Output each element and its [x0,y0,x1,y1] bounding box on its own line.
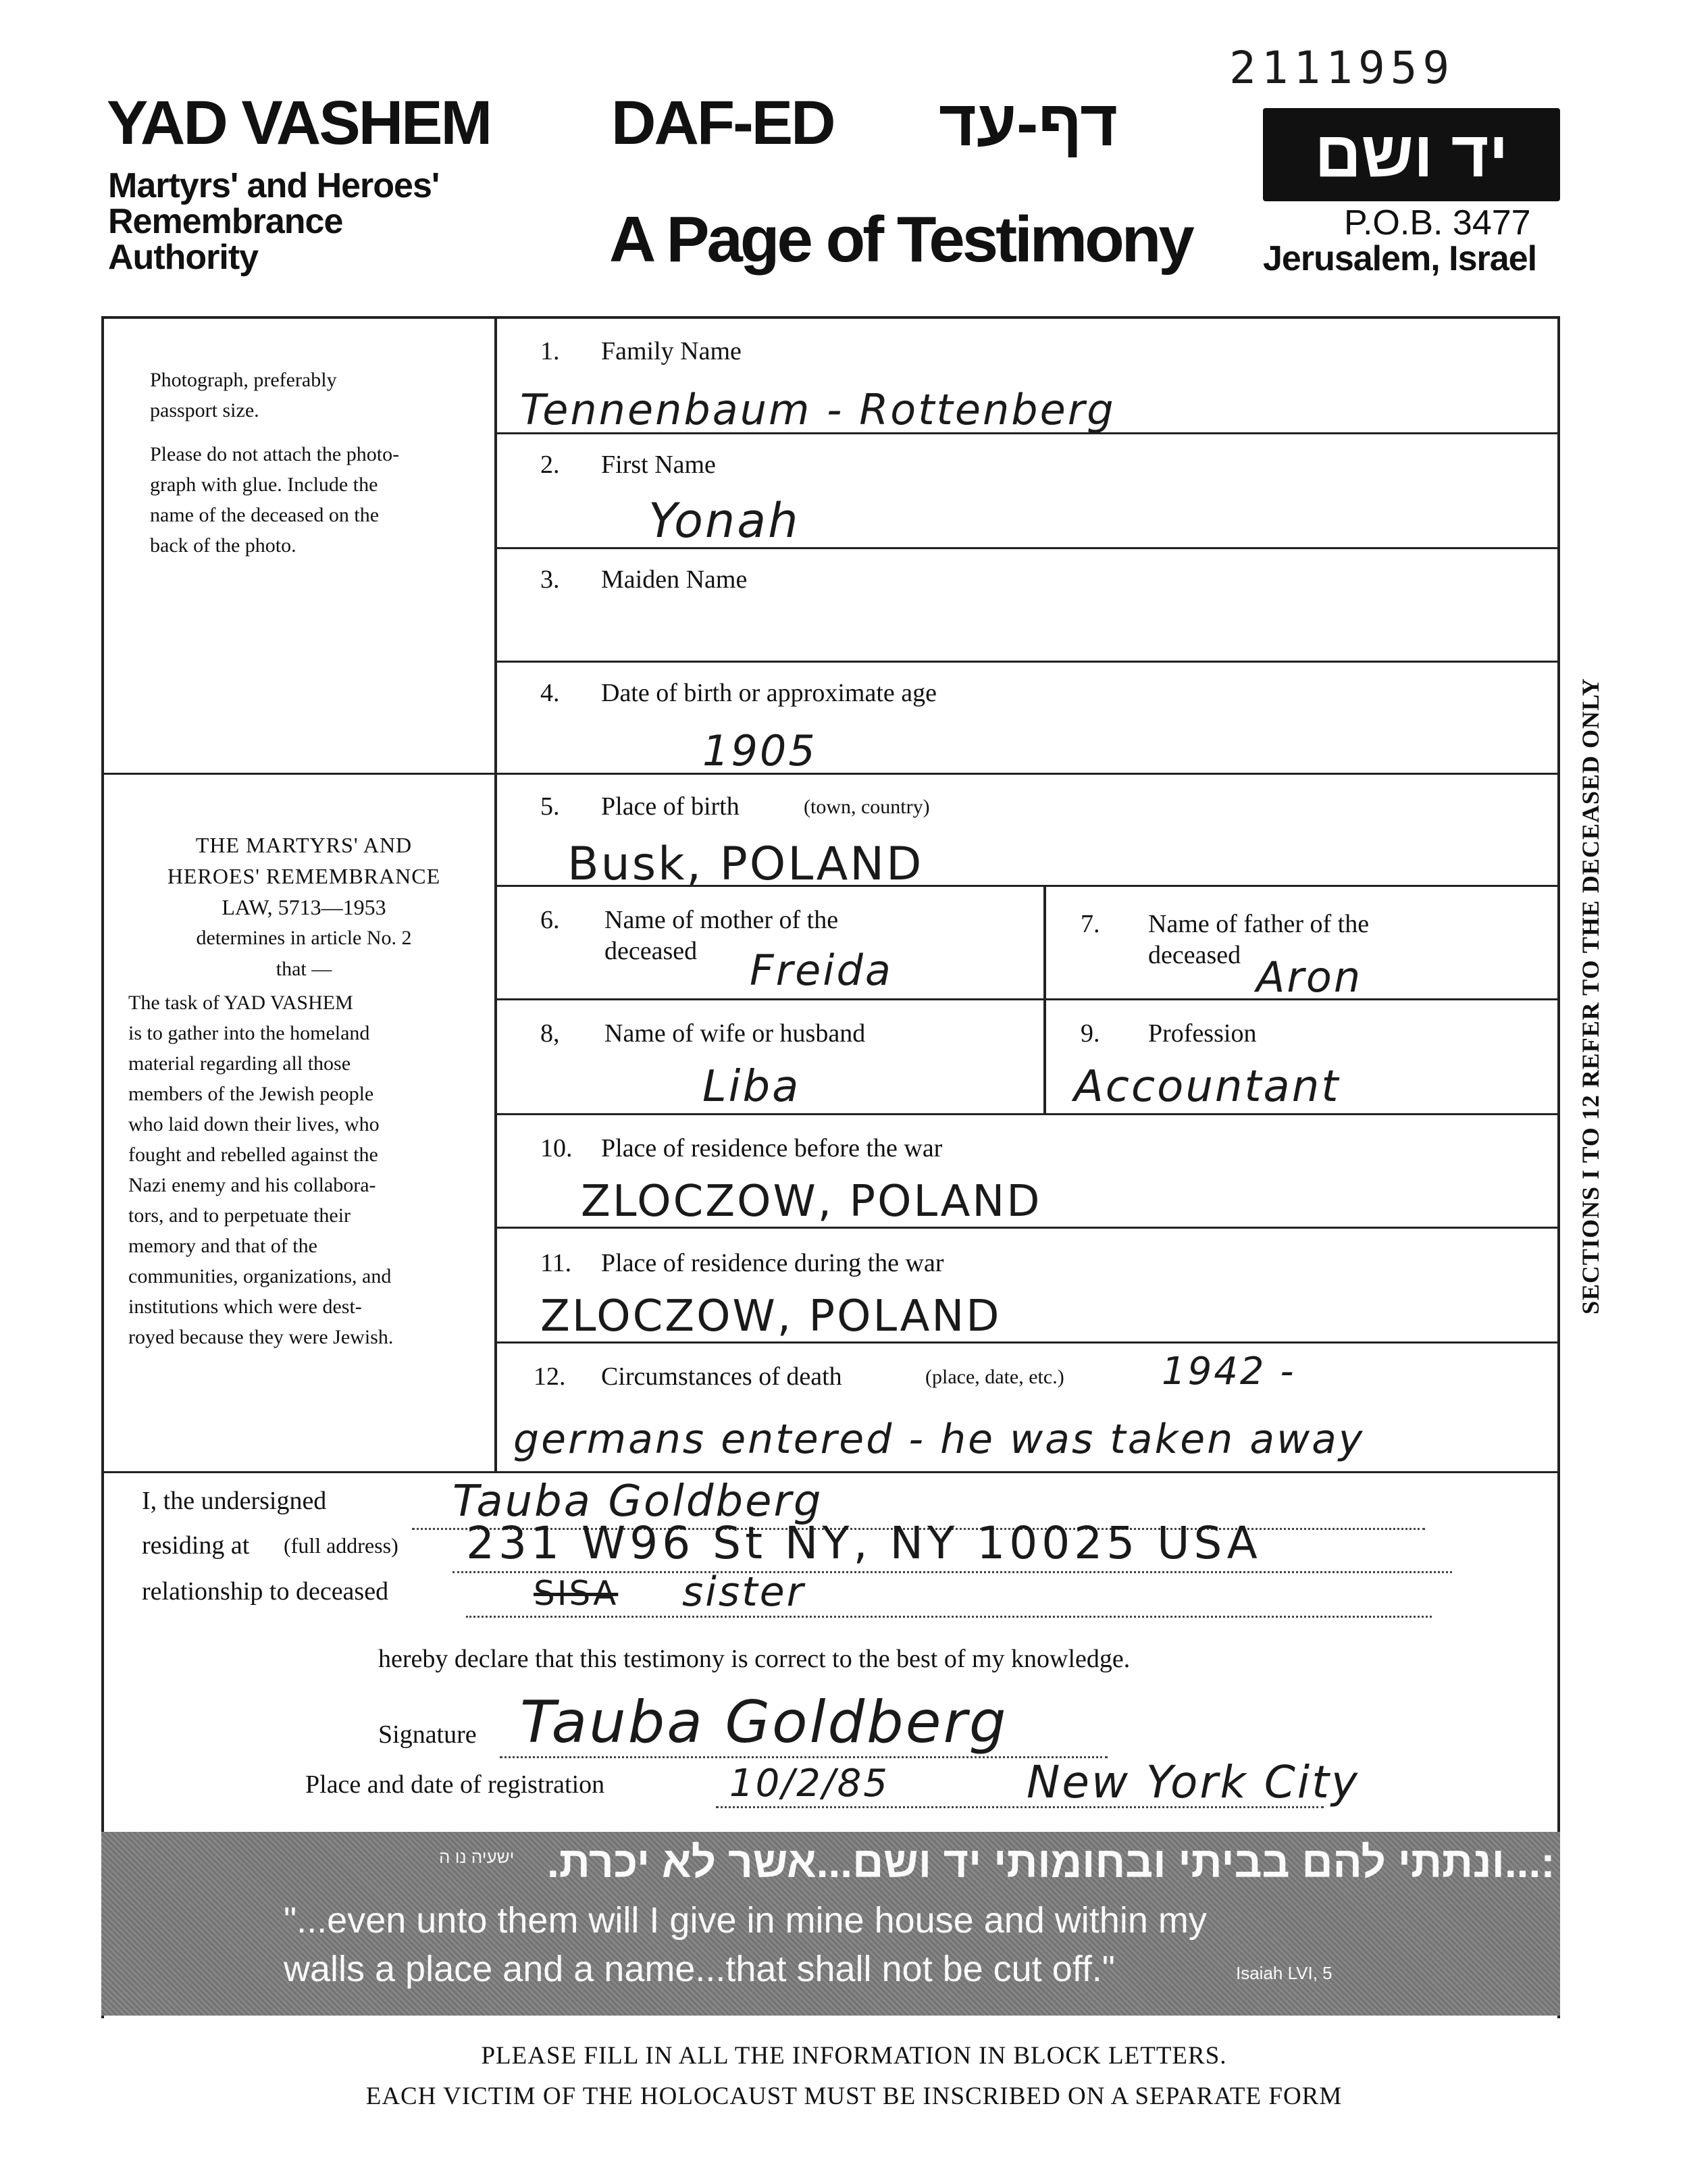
relationship-label: relationship to deceased [142,1577,389,1606]
field-9-number: 9. [1081,1019,1100,1048]
row-separator [494,998,1559,1000]
law-line: determines in article No. 2 [196,927,412,949]
field-12-year[interactable]: 1942 - [1162,1350,1296,1393]
field-7-label-line2: deceased [1148,941,1241,969]
field-2-value[interactable]: Yonah [648,493,800,548]
field-2-number: 2. [540,451,560,479]
signature-line [500,1756,1108,1758]
registration-date[interactable]: 10/2/85 [729,1762,889,1806]
row-divider-6-7 [1043,885,1046,1115]
law-body: tors, and to perpetuate their [128,1204,351,1227]
address-label: residing at [142,1531,250,1560]
photo-box-bottom [101,773,496,775]
city: Jerusalem, Israel [1263,239,1537,278]
field-7-label-line1: Name of father of the [1148,910,1370,938]
law-body: members of the Jewish people [128,1083,374,1105]
photo-instruction: graph with glue. Include the [150,474,378,496]
org-subtitle-2: Remembrance [108,202,343,241]
banner-english-source: Isaiah LVI, 5 [1236,1963,1332,1983]
law-heading: THE MARTYRS' AND [195,833,413,857]
field-11-value[interactable]: ZLOCZOW, POLAND [540,1291,1002,1341]
document-number: 2111959 [1229,42,1455,94]
field-6-value[interactable]: Freida [750,946,893,995]
field-8-value[interactable]: Liba [702,1062,801,1112]
signature-label: Signature [378,1720,477,1749]
law-body: royed because they were Jewish. [128,1326,394,1348]
address-line [452,1571,1452,1573]
banner-english-line1: "...even unto them will I give in mine house and within my [284,1900,1207,1941]
field-5-number: 5. [540,792,560,821]
quote-banner [101,1832,1560,2016]
field-6-label-line2: deceased [604,937,698,965]
law-body: The task of YAD VASHEM [128,992,353,1014]
org-name: YAD VASHEM [107,88,491,157]
photo-box-line2: passport size. [150,399,259,421]
field-10-label: Place of residence before the war [601,1134,943,1162]
field-10-value[interactable]: ZLOCZOW, POLAND [581,1177,1042,1227]
photo-instruction: Please do not attach the photo- [150,443,400,465]
field-1-number: 1. [540,337,560,365]
frame-right-line [1557,316,1560,2018]
address-hint: (full address) [284,1533,398,1558]
law-box [128,829,480,1352]
relationship-value[interactable]: sister [682,1568,806,1616]
photo-instruction: name of the deceased on the [150,504,380,526]
form-title-he: דף-עד [939,87,1118,159]
row-separator [494,773,1559,775]
law-heading: LAW, 5713—1953 [222,895,386,919]
law-body: Nazi enemy and his collabora- [128,1174,376,1196]
frame-left-line [101,316,104,2018]
field-4-value[interactable]: 1905 [702,726,817,775]
banner-hebrew-source: ישעיה נו ה [439,1847,515,1867]
field-8-label: Name of wife or husband [604,1019,866,1048]
relationship-struck: SISA [534,1574,619,1613]
banner-english-line2: walls a place and a name...that shall not be cut off." [284,1949,1115,1989]
field-12-label: Circumstances of death [601,1362,842,1391]
sections-side-note-text: SECTIONS I TO 12 REFER TO THE DECEASED ONLY [1577,677,1604,1314]
field-5-hint: (town, country) [804,796,930,818]
field-7-number: 7. [1081,910,1100,938]
frame-top-line [101,316,1560,319]
form-title-en: DAF-ED [611,88,834,157]
undersigned-label: I, the undersigned [142,1487,327,1515]
frame-divider [494,316,497,1473]
row-separator [494,661,1559,663]
field-5-label: Place of birth [601,792,740,821]
registration-place[interactable]: New York City [1027,1756,1360,1808]
declaration-text: hereby declare that this testimony is correct to the best of my knowledge. [378,1645,1131,1673]
undersigned-value[interactable]: Tauba Goldberg [452,1477,823,1527]
field-7-value[interactable]: Aron [1256,952,1363,1002]
field-8-number: 8, [540,1019,560,1048]
law-body: fought and rebelled against the [128,1144,378,1166]
row-separator [494,1341,1559,1344]
law-body: is to gather into the homeland [128,1022,370,1044]
relationship-line [466,1616,1432,1618]
field-4-number: 4. [540,679,560,707]
field-9-label: Profession [1148,1019,1257,1048]
field-11-number: 11. [540,1249,572,1277]
org-subtitle-1: Martyrs' and Heroes' [108,166,440,205]
field-12-value[interactable]: germans entered - he was taken away [513,1416,1365,1463]
law-body: institutions which were dest- [128,1296,362,1318]
footer-line-2: EACH VICTIM OF THE HOLOCAUST MUST BE INSCRIBED ON A SEPARATE FORM [365,2082,1343,2110]
form-subtitle: A Page of Testimony [609,203,1192,276]
field-6-label-line1: Name of mother of the [604,906,839,934]
yad-vashem-logo [1263,108,1560,201]
declarant-top-line [101,1471,1560,1473]
logo-text: יד ושם [1314,118,1509,190]
field-6-number: 6. [540,906,560,934]
row-separator [494,1227,1559,1229]
field-1-label: Family Name [601,337,742,365]
field-5-value[interactable]: Busk, POLAND [567,838,924,891]
field-1-value[interactable]: Tennenbaum - Rottenberg [520,385,1116,434]
field-4-label: Date of birth or approximate age [601,679,937,707]
signature-value[interactable]: Tauba Goldberg [520,1689,1008,1756]
footer-line-1: PLEASE FILL IN ALL THE INFORMATION IN BLOCK LETTERS. [481,2042,1227,2070]
photo-box [150,365,481,561]
field-12-hint: (place, date, etc.) [925,1366,1064,1388]
org-subtitle-3: Authority [108,238,259,277]
law-line: that — [276,958,332,980]
law-body: communities, organizations, and [128,1265,392,1287]
field-11-label: Place of residence during the war [601,1249,944,1277]
law-heading: HEROES' REMEMBRANCE [167,864,441,888]
field-3-label: Maiden Name [601,565,748,594]
law-body: who laid down their lives, who [128,1113,380,1135]
field-9-value[interactable]: Accountant [1074,1062,1341,1112]
law-body: material regarding all those [128,1052,351,1075]
pob: P.O.B. 3477 [1344,203,1531,242]
field-10-number: 10. [540,1134,573,1162]
registration-label: Place and date of registration [305,1770,605,1799]
field-3-number: 3. [540,565,560,594]
address-value[interactable]: 231 W96 St NY, NY 10025 USA [466,1517,1262,1569]
row-separator [494,1113,1559,1115]
sections-side-note [1576,538,1609,1314]
field-12-number: 12. [534,1362,566,1391]
banner-hebrew: :...ונתתי להם בביתי ובחומותי יד ושם...אשר לא יכרת. [547,1838,1555,1887]
field-2-label: First Name [601,451,716,479]
law-body: memory and that of the [128,1235,317,1257]
photo-instruction: back of the photo. [150,534,296,557]
photo-box-line1: Photograph, preferably [150,369,337,391]
